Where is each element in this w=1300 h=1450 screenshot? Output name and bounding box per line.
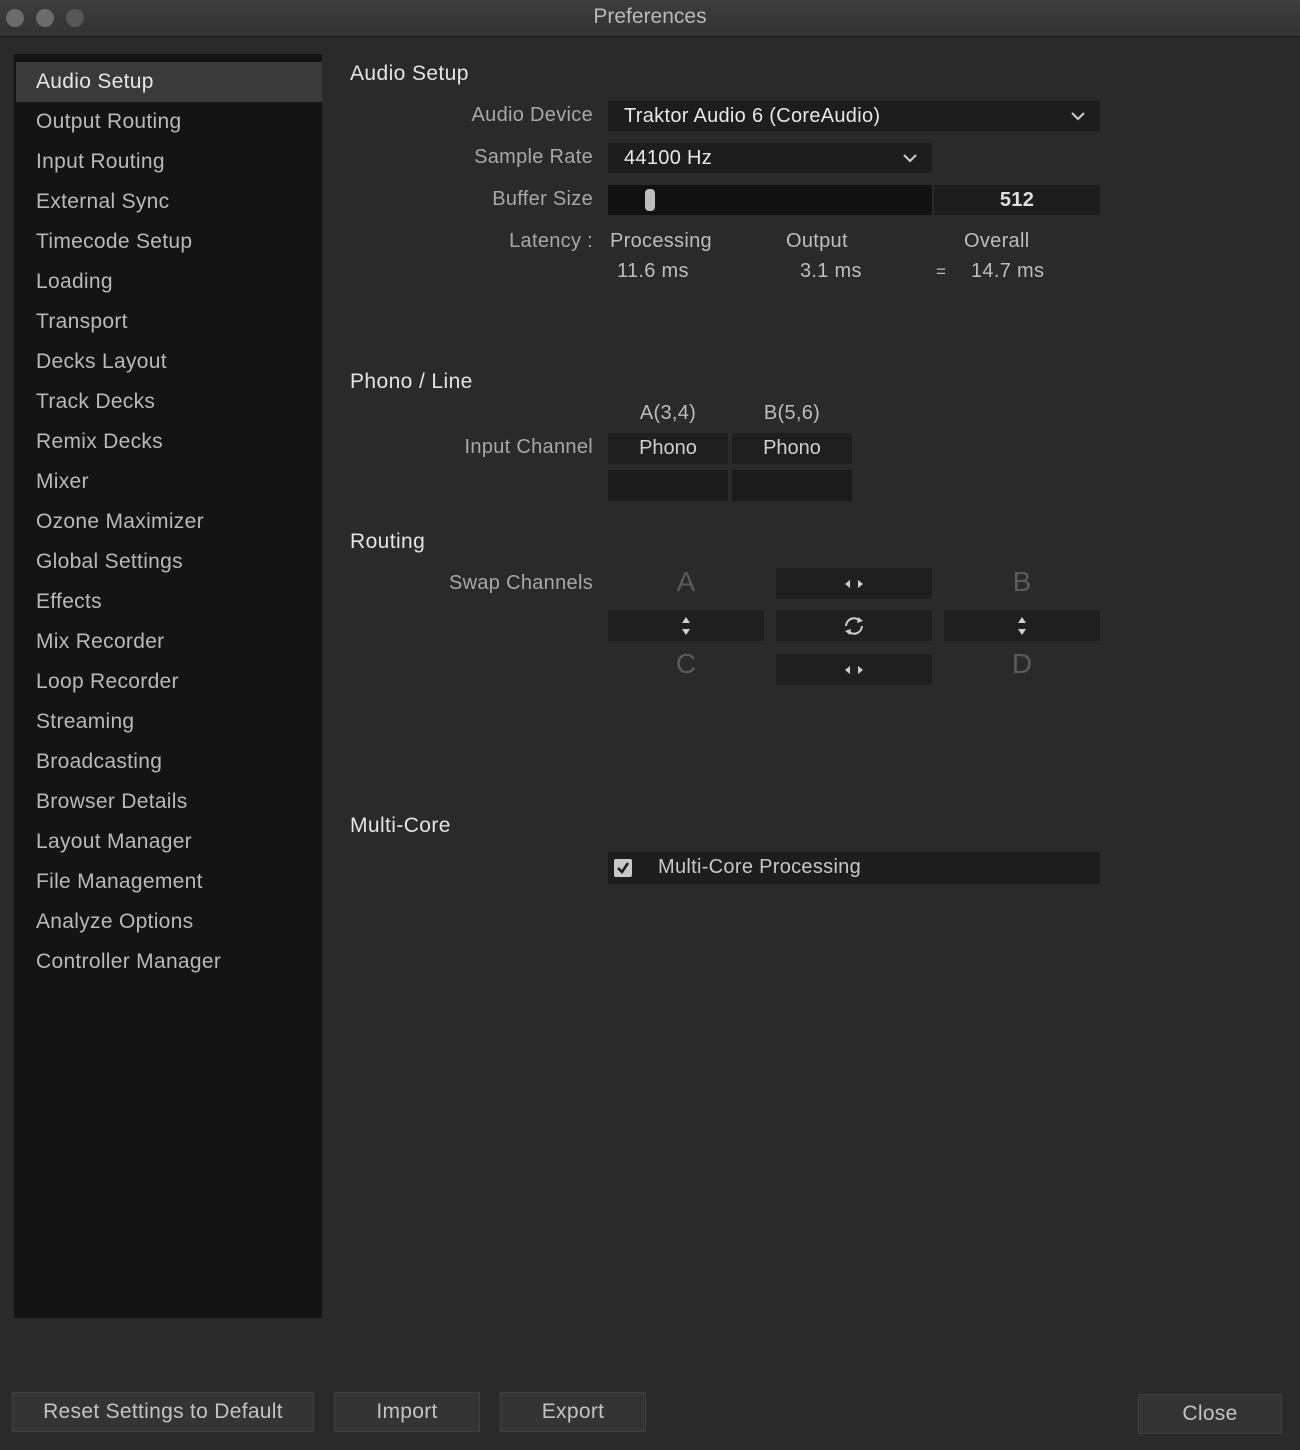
output-label: Output xyxy=(786,230,848,252)
sidebar-item-mixer[interactable]: Mixer xyxy=(36,470,89,493)
buffer-size-slider[interactable] xyxy=(608,185,932,215)
sidebar-item-external-sync[interactable]: External Sync xyxy=(36,190,170,213)
phono-line-title: Phono / Line xyxy=(350,370,473,393)
swap-bd-button[interactable] xyxy=(944,610,1100,641)
input-b-secondary-cell[interactable] xyxy=(732,470,852,501)
audio-setup-title: Audio Setup xyxy=(350,62,469,85)
import-button[interactable]: Import xyxy=(334,1392,480,1432)
sidebar-item-mix-recorder[interactable]: Mix Recorder xyxy=(36,630,165,653)
multi-core-processing-row[interactable] xyxy=(608,852,1100,884)
sidebar-item-loop-recorder[interactable]: Loop Recorder xyxy=(36,670,179,693)
output-value: 3.1 ms xyxy=(800,260,862,282)
channel-a-header: A(3,4) xyxy=(639,402,697,424)
sidebar-item-browser-details[interactable]: Browser Details xyxy=(36,790,188,813)
sidebar-item-audio-setup[interactable]: Audio Setup xyxy=(16,62,322,102)
deck-c-label: C xyxy=(675,648,697,679)
sidebar-item-ozone-maximizer[interactable]: Ozone Maximizer xyxy=(36,510,204,533)
sidebar-item-analyze-options[interactable]: Analyze Options xyxy=(36,910,194,933)
audio-device-label: Audio Device xyxy=(471,104,593,126)
overall-value: 14.7 ms xyxy=(971,260,1045,282)
sidebar-item-streaming[interactable]: Streaming xyxy=(36,710,135,733)
swap-horizontal-icon xyxy=(843,664,865,676)
equals-sign: = xyxy=(936,262,947,281)
sidebar-item-decks-layout[interactable]: Decks Layout xyxy=(36,350,167,373)
multi-core-checkbox[interactable] xyxy=(614,859,632,877)
sidebar-item-remix-decks[interactable]: Remix Decks xyxy=(36,430,163,453)
sidebar-item-timecode-setup[interactable]: Timecode Setup xyxy=(36,230,193,253)
rotate-icon xyxy=(841,615,867,637)
swap-ab-button[interactable] xyxy=(776,568,932,599)
sample-rate-value: 44100 Hz xyxy=(624,147,713,169)
buffer-slider-handle[interactable] xyxy=(645,189,655,211)
sample-rate-label: Sample Rate xyxy=(474,146,593,168)
audio-device-select[interactable] xyxy=(608,101,1100,131)
swap-vertical-icon xyxy=(1016,615,1028,637)
export-button[interactable]: Export xyxy=(500,1392,646,1432)
multi-core-label: Multi-Core Processing xyxy=(658,856,862,878)
input-a-secondary-cell[interactable] xyxy=(608,470,728,501)
checkmark-icon xyxy=(615,860,631,876)
swap-channels-label: Swap Channels xyxy=(449,572,593,594)
channel-b-header: B(5,6) xyxy=(763,402,821,424)
multi-core-title: Multi-Core xyxy=(350,814,451,837)
input-b-phono-button[interactable]: Phono xyxy=(732,433,852,464)
sidebar-item-input-routing[interactable]: Input Routing xyxy=(36,150,165,173)
input-a-phono-button[interactable]: Phono xyxy=(608,433,728,464)
sidebar-item-broadcasting[interactable]: Broadcasting xyxy=(36,750,163,773)
sample-rate-select[interactable] xyxy=(608,143,932,173)
sidebar-item-effects[interactable]: Effects xyxy=(36,590,102,613)
window-title: Preferences xyxy=(593,5,707,28)
close-button[interactable]: Close xyxy=(1138,1394,1282,1434)
sidebar-item-layout-manager[interactable]: Layout Manager xyxy=(36,830,192,853)
title-bar xyxy=(0,0,1300,37)
sidebar-item-transport[interactable]: Transport xyxy=(36,310,128,333)
chevron-down-icon xyxy=(902,150,918,166)
processing-label: Processing xyxy=(610,230,712,252)
input-channel-label: Input Channel xyxy=(464,436,593,458)
sidebar-item-file-management[interactable]: File Management xyxy=(36,870,203,893)
swap-all-button[interactable] xyxy=(776,610,932,641)
latency-label: Latency : xyxy=(509,230,593,252)
processing-value: 11.6 ms xyxy=(617,260,689,282)
deck-b-label: B xyxy=(1012,566,1032,597)
sidebar-item-global-settings[interactable]: Global Settings xyxy=(36,550,183,573)
sidebar-item-loading[interactable]: Loading xyxy=(36,270,113,293)
reset-defaults-button[interactable]: Reset Settings to Default xyxy=(12,1392,314,1432)
audio-device-value: Traktor Audio 6 (CoreAudio) xyxy=(624,105,881,127)
sidebar-item-track-decks[interactable]: Track Decks xyxy=(36,390,156,413)
deck-d-label: D xyxy=(1011,648,1033,679)
swap-cd-button[interactable] xyxy=(776,654,932,685)
swap-vertical-icon xyxy=(680,615,692,637)
sidebar xyxy=(14,54,322,1318)
deck-a-label: A xyxy=(676,566,696,597)
buffer-size-label: Buffer Size xyxy=(492,188,593,210)
overall-label: Overall xyxy=(964,230,1030,252)
swap-ac-button[interactable] xyxy=(608,610,764,641)
chevron-down-icon xyxy=(1070,108,1086,124)
swap-horizontal-icon xyxy=(843,578,865,590)
sidebar-item-controller-manager[interactable]: Controller Manager xyxy=(36,950,222,973)
routing-title: Routing xyxy=(350,530,426,553)
buffer-size-value[interactable]: 512 xyxy=(934,185,1100,215)
sidebar-item-output-routing[interactable]: Output Routing xyxy=(36,110,182,133)
